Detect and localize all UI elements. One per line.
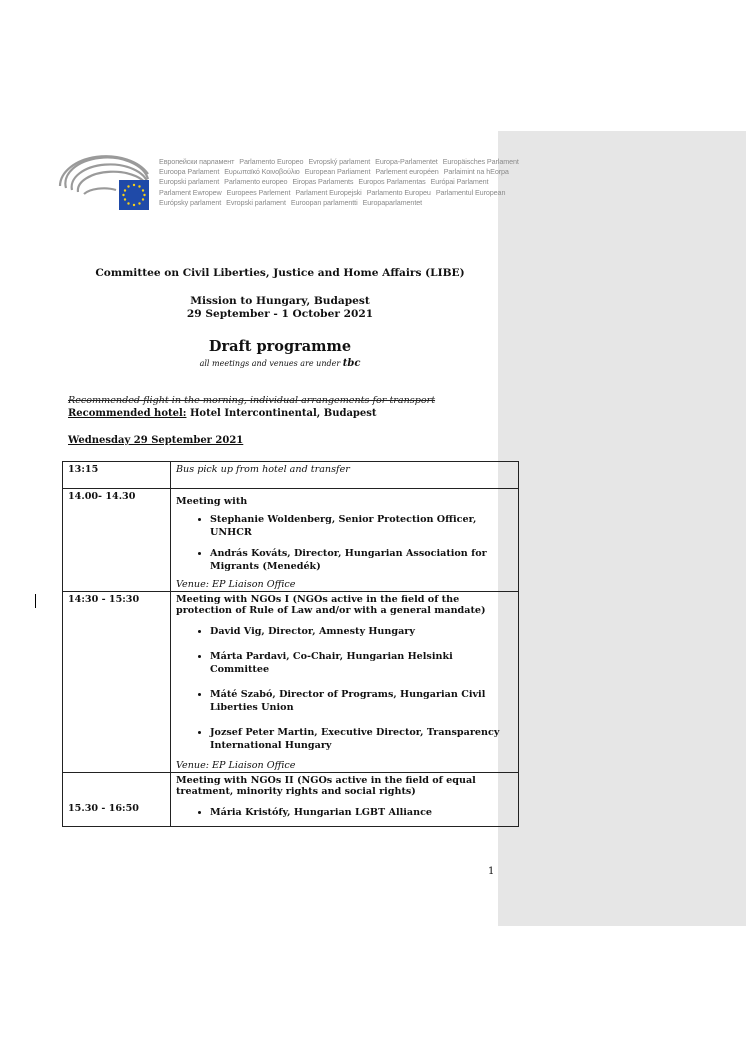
time-cell: 15.30 - 16:50: [63, 773, 171, 827]
programme-table: [62, 461, 519, 827]
venue-label: Venue: EP Liaison Office: [176, 579, 296, 590]
activity-cell: [171, 773, 519, 827]
time-cell: 13:15: [63, 462, 171, 489]
mission-dates: 29 September - 1 October 2021: [186, 308, 374, 320]
table-row: [63, 489, 519, 592]
flight-note: Recommended flight in the morning, individual arrangements for transport: [68, 395, 436, 406]
venue-label: Venue: EP Liaison Office: [176, 760, 296, 771]
parliament-names-line: Европейски парламент Parlamento Europeo Evropský parlament Europa-Parlamentet Europäisches Parlament: [159, 157, 519, 166]
parliament-names: [159, 157, 519, 208]
list-item: • Jozsef Peter Martin, Executive Director, Transparency International Hungary: [210, 726, 514, 752]
participant-list: [176, 806, 514, 819]
text-cursor: [35, 594, 36, 608]
activity-cell: [171, 592, 519, 773]
table-row: [63, 592, 519, 773]
parliament-names-line: Európsky parlament Evropski parlament Euroopan parlamentti Europaparlamentet: [159, 197, 423, 207]
tbc-note: all meetings and venues are under tbc: [199, 358, 361, 369]
meeting-title: Meeting with NGOs I (NGOs active in the field of the protection of Rule of Law and/or with a general mandate): [176, 594, 486, 616]
mission-title: [60, 295, 500, 321]
time-cell: 14:30 - 15:30: [63, 592, 171, 773]
page-title: Draft programme: [208, 338, 352, 355]
activity-cell: Bus pick up from hotel and transfer: [171, 462, 519, 489]
committee-title: Committee on Civil Liberties, Justice and Home Affairs (LIBE): [95, 267, 465, 279]
parliament-names-line: Euroopa Parlament Ευρωπαϊκό Κοινοβούλιο European Parliament Parlement européen Parlaimint na hEorpa: [159, 167, 509, 177]
mission-location: Mission to Hungary, Budapest: [190, 295, 370, 307]
day-heading: Wednesday 29 September 2021: [68, 435, 244, 446]
page-number: 1: [488, 866, 495, 877]
parliament-names-line: Europski parlament Parlamento europeo Eiropas Parlaments Europos Parlamentas Európai Parlament: [159, 177, 489, 187]
list-item: • András Kováts, Director, Hungarian Association for Migrants (Menedék): [210, 547, 514, 573]
list-item: • Mária Kristófy, Hungarian LGBT Alliance: [210, 806, 514, 819]
meeting-title: Meeting with: [176, 496, 248, 507]
list-item: • Márta Pardavi, Co-Chair, Hungarian Helsinki Committee: [210, 650, 514, 676]
hotel-label: Recommended hotel:: [68, 408, 187, 419]
european-parliament-logo: [56, 152, 156, 214]
table-row: [63, 773, 519, 827]
list-item: • Máté Szabó, Director of Programs, Hungarian Civil Liberties Union: [210, 688, 514, 714]
participant-list: [176, 625, 514, 752]
list-item: • David Vig, Director, Amnesty Hungary: [210, 625, 514, 638]
meeting-title: Meeting with NGOs II (NGOs active in the field of equal treatment, minority rights and social rights): [176, 775, 476, 797]
list-item: • Stephanie Woldenberg, Senior Protection Officer, UNHCR: [210, 513, 514, 539]
parliament-names-line: Parlament Ewropew Europees Parlement Parlament Europejski Parlamento Europeu Parlamentul European: [159, 187, 506, 197]
hotel-value: Hotel Intercontinental, Budapest: [186, 408, 377, 419]
participant-list: [176, 513, 514, 573]
time-cell: 14.00- 14.30: [63, 489, 171, 592]
comment-pane: [498, 131, 746, 926]
hotel-note: [68, 408, 377, 419]
activity-cell: [171, 489, 519, 592]
table-row: [63, 462, 519, 489]
